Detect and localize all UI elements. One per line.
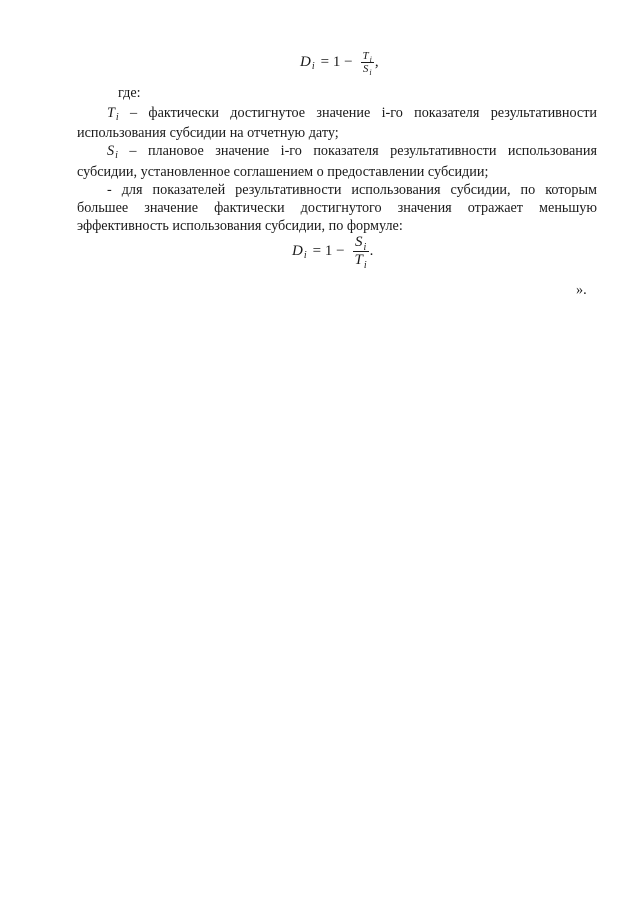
formula-1-comma: , <box>374 54 379 71</box>
formula-2-den-var: T <box>354 251 363 268</box>
formula-2-numerator <box>353 234 368 251</box>
formula-2-lhs: D <box>292 242 303 259</box>
formula-1-denominator <box>361 63 374 78</box>
formula-1-lhs-sub: i <box>311 61 315 73</box>
paragraph-s-definition <box>77 142 597 180</box>
formula-2-num-var: S <box>354 234 363 250</box>
paragraph-formula-intro: - для показателей результативности использования субсидии, по которым большее значение фактически достигнутого значения отражает меньшую эффективность использования субсидии, по формуле: <box>77 181 597 235</box>
paragraph-t-text: – фактически достигнутое значение i-го показателя результативности использования субсидии на отчетную дату; <box>77 105 597 142</box>
where-label: где: <box>118 85 141 101</box>
formula-2-equals: = 1 − <box>312 242 345 259</box>
formula-1-den-sub: i <box>369 68 372 78</box>
paragraph-t-definition <box>77 104 597 142</box>
formula-1-lhs: D <box>300 54 311 71</box>
formula-2-fraction <box>353 234 369 271</box>
formula-2-period: . <box>369 242 374 259</box>
symbol-t: T <box>107 105 115 121</box>
formula-1-equals: = 1 − <box>320 54 353 71</box>
formula-1 <box>300 50 379 78</box>
formula-1-numerator <box>361 50 374 62</box>
formula-1-num-sub: i <box>369 55 372 64</box>
formula-2-denominator <box>353 252 369 269</box>
symbol-s: S <box>107 143 115 160</box>
formula-1-den-var: S <box>362 63 369 76</box>
formula-2-num-sub: i <box>363 242 367 253</box>
text-block <box>77 104 597 235</box>
formula-2 <box>292 234 374 271</box>
closing-quote: ». <box>576 282 587 298</box>
symbol-s-sub: i <box>115 150 118 162</box>
formula-1-fraction <box>361 50 374 78</box>
symbol-t-sub: i <box>115 112 119 123</box>
formula-1-num-var: T <box>362 50 369 62</box>
formula-2-den-sub: i <box>363 259 367 271</box>
formula-2-lhs-sub: i <box>303 249 307 261</box>
paragraph-s-text: – плановое значение i-го показателя результативности использования субсидии, установленное соглашением о предоставлении субсидии; <box>77 143 597 180</box>
